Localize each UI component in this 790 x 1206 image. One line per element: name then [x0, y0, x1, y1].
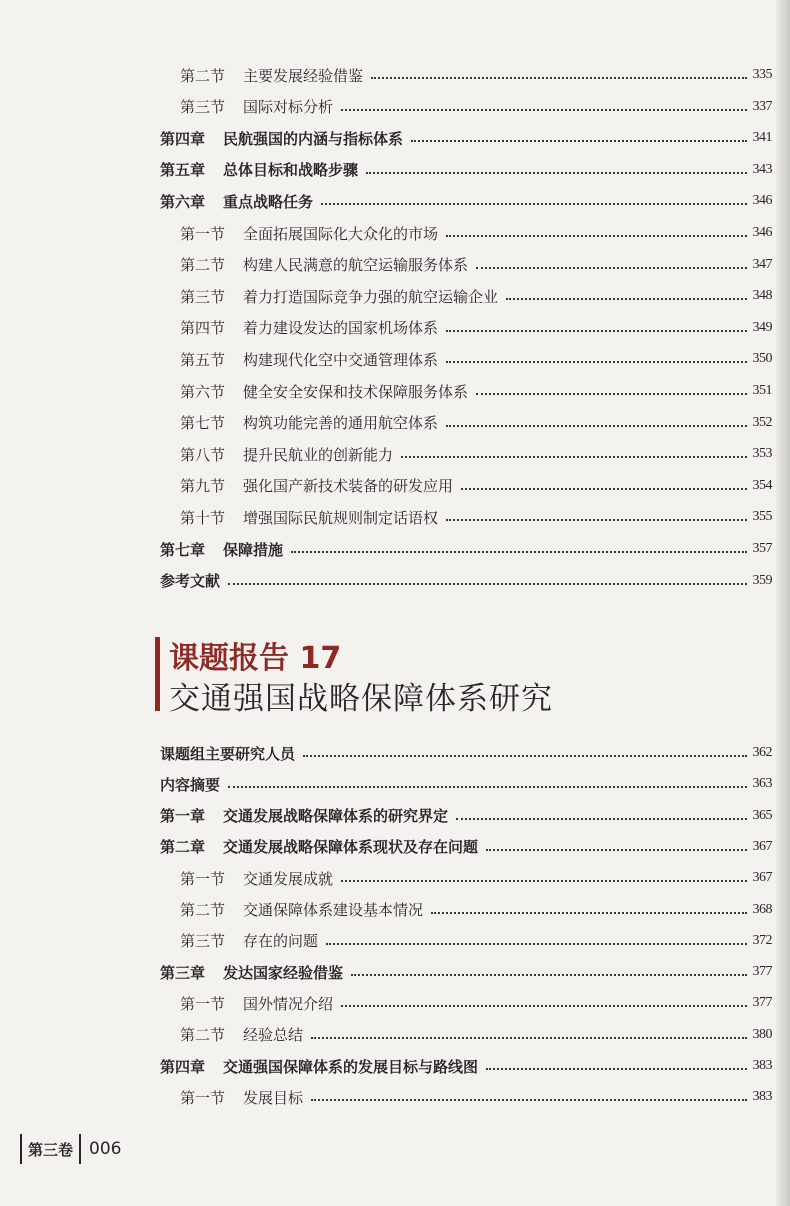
entry-title: 增强国际民航规则制定话语权 [243, 508, 439, 527]
toc-section-entry [180, 440, 772, 468]
entry-number: 第四章 [160, 129, 206, 148]
entry-number: 第二节 [180, 66, 226, 85]
dot-leader [446, 519, 746, 521]
toc-chapter-entry [160, 739, 772, 767]
toc-section-entry [180, 377, 772, 405]
entry-number: 第十节 [180, 508, 226, 527]
dot-leader [446, 330, 746, 332]
entry-title: 交通强国保障体系的发展目标与路线图 [223, 1057, 479, 1076]
dot-leader [401, 456, 746, 458]
dot-leader [366, 172, 746, 174]
toc-chapter-entry [160, 802, 772, 830]
entry-page-number: 350 [752, 351, 772, 367]
entry-title: 国际对标分析 [243, 98, 334, 117]
entry-title: 健全安全安保和技术保障服务体系 [243, 382, 469, 401]
dot-leader [341, 1005, 746, 1007]
entry-page-number: 383 [752, 1089, 772, 1105]
entry-title: 国外情况介绍 [243, 994, 334, 1013]
page-edge [776, 0, 790, 1206]
entry-page-number: 346 [752, 193, 772, 209]
dot-leader [291, 551, 746, 553]
entry-title: 交通发展战略保障体系现状及存在问题 [223, 838, 479, 857]
entry-page-number: 383 [752, 1058, 772, 1073]
entry-page-number: 353 [752, 446, 772, 462]
toc-section-entry [180, 472, 772, 500]
toc-section-entry [180, 345, 772, 373]
toc-section-entry [180, 1083, 772, 1111]
entry-page-number: 367 [752, 838, 772, 854]
dot-leader [446, 425, 746, 427]
entry-page-number: 355 [752, 509, 772, 525]
toc-section-entry [180, 314, 772, 342]
dot-leader [371, 77, 746, 79]
entry-title: 发展目标 [243, 1088, 304, 1107]
entry-number: 第四节 [180, 319, 226, 338]
entry-title: 强化国产新技术装备的研发应用 [243, 477, 454, 496]
toc-section-entry [180, 409, 772, 437]
dot-leader [431, 912, 746, 914]
entry-title: 存在的问题 [243, 932, 319, 951]
entry-title: 着力建设发达的国家机场体系 [243, 319, 439, 338]
toc-section-entry [180, 1021, 772, 1049]
toc-chapter-entry [160, 958, 772, 986]
entry-title: 构建人民满意的航空运输服务体系 [243, 256, 469, 275]
dot-leader [456, 818, 746, 820]
entry-title: 课题组主要研究人员 [160, 744, 296, 763]
entry-number: 第二节 [180, 256, 226, 275]
entry-title: 发达国家经验借鉴 [223, 963, 344, 982]
entry-title: 提升民航业的创新能力 [243, 445, 394, 464]
dot-leader [341, 880, 746, 882]
toc-section-entry [180, 864, 772, 892]
entry-number: 第三节 [180, 287, 226, 306]
entry-page-number: 367 [752, 870, 772, 886]
dot-leader [351, 974, 746, 976]
toc-chapter-entry [160, 124, 772, 152]
entry-title: 总体目标和战略步骤 [223, 161, 359, 180]
toc-chapter-entry [160, 1052, 772, 1080]
toc-section-entry [180, 282, 772, 310]
entry-page-number: 343 [752, 161, 772, 177]
toc-chapter-entry [160, 833, 772, 861]
entry-page-number: 363 [752, 776, 772, 792]
entry-page-number: 377 [752, 964, 772, 980]
entry-number: 第七章 [160, 540, 206, 559]
entry-number: 第六章 [160, 192, 206, 211]
toc-section-entry [180, 61, 772, 89]
entry-title: 交通保障体系建设基本情况 [243, 901, 424, 919]
volume-label: 第三卷 [28, 1140, 74, 1159]
toc-chapter-entry [160, 567, 772, 595]
dot-leader [311, 1037, 746, 1039]
dot-leader [228, 786, 746, 788]
entry-page-number: 347 [752, 256, 772, 272]
entry-page-number: 372 [752, 932, 772, 948]
toc-chapter-entry [160, 156, 772, 184]
entry-number: 第二章 [160, 838, 206, 857]
dot-leader [446, 235, 746, 237]
entry-page-number: 377 [752, 995, 772, 1011]
entry-title: 全面拓展国际化大众化的市场 [243, 224, 439, 243]
entry-page-number: 352 [752, 414, 772, 430]
report-title: 交通强国战略保障体系研究 [169, 681, 553, 717]
entry-page-number: 349 [752, 319, 772, 335]
entry-number: 第七节 [180, 414, 226, 433]
entry-number: 第二节 [180, 1026, 226, 1045]
entry-page-number: 348 [752, 288, 772, 304]
entry-page-number: 341 [752, 130, 772, 146]
entry-title: 着力打造国际竞争力强的航空运输企业 [243, 287, 499, 306]
entry-number: 第三节 [180, 932, 226, 951]
entry-number: 第一节 [180, 869, 226, 888]
entry-page-number: 335 [752, 67, 772, 82]
entry-number: 第五节 [180, 350, 226, 369]
entry-page-number: 346 [752, 225, 772, 240]
entry-number: 第三章 [160, 963, 206, 982]
entry-number: 第一节 [180, 1088, 226, 1107]
dot-leader [476, 267, 746, 269]
entry-title: 参考文献 [160, 572, 221, 591]
toc-section-entry [180, 503, 772, 531]
toc-section-entry [180, 93, 772, 121]
entry-page-number: 368 [752, 901, 772, 917]
dot-leader [303, 755, 746, 757]
entry-number: 第一章 [160, 807, 206, 826]
entry-number: 第一节 [180, 994, 226, 1013]
report-heading [155, 633, 575, 717]
entry-number: 第九节 [180, 477, 226, 496]
report-label: 课题报告 17 [169, 641, 342, 676]
entry-number: 第六节 [180, 382, 226, 401]
dot-leader [321, 203, 746, 205]
entry-page-number: 359 [752, 572, 772, 588]
entry-title: 保障措施 [223, 540, 284, 559]
entry-number: 第二节 [180, 901, 226, 919]
page-footer [20, 1133, 121, 1165]
dot-leader [228, 583, 746, 585]
toc-chapter-entry [160, 187, 772, 215]
dot-leader [486, 1068, 746, 1070]
toc-section-entry [180, 927, 772, 955]
dot-leader [326, 943, 746, 945]
toc-chapter-entry [160, 770, 772, 798]
toc-section-entry [180, 989, 772, 1017]
entry-page-number: 337 [752, 98, 772, 114]
entry-number: 第三节 [180, 98, 226, 117]
entry-number: 第五章 [160, 161, 206, 180]
entry-title: 交通发展成就 [243, 869, 334, 888]
entry-page-number: 365 [752, 807, 772, 823]
dot-leader [411, 140, 746, 142]
toc-section-entry [180, 219, 772, 247]
entry-page-number: 351 [752, 383, 772, 398]
dot-leader [486, 849, 746, 851]
dot-leader [311, 1099, 746, 1101]
entry-number: 第八节 [180, 445, 226, 464]
entry-page-number: 357 [752, 541, 772, 556]
heading-bar [155, 637, 160, 711]
entry-title: 构筑功能完善的通用航空体系 [243, 414, 439, 433]
entry-title: 构建现代化空中交通管理体系 [243, 350, 439, 369]
toc-section-entry [180, 896, 772, 924]
entry-page-number: 354 [752, 477, 772, 493]
entry-title: 交通发展战略保障体系的研究界定 [223, 807, 449, 826]
entry-number: 第四章 [160, 1057, 206, 1076]
entry-title: 民航强国的内涵与指标体系 [223, 129, 404, 148]
dot-leader [476, 393, 746, 395]
toc-section-entry [180, 251, 772, 279]
entry-page-number: 380 [752, 1026, 772, 1042]
entry-page-number: 362 [752, 745, 772, 760]
entry-title: 内容摘要 [160, 775, 221, 794]
dot-leader [461, 488, 746, 490]
dot-leader [446, 361, 746, 363]
entry-title: 经验总结 [243, 1026, 304, 1045]
dot-leader [341, 109, 746, 111]
entry-number: 第一节 [180, 224, 226, 243]
toc-chapter-entry [160, 535, 772, 563]
page-number: 006 [89, 1139, 122, 1159]
dot-leader [506, 298, 746, 300]
entry-title: 重点战略任务 [223, 192, 314, 211]
entry-title: 主要发展经验借鉴 [243, 66, 364, 85]
